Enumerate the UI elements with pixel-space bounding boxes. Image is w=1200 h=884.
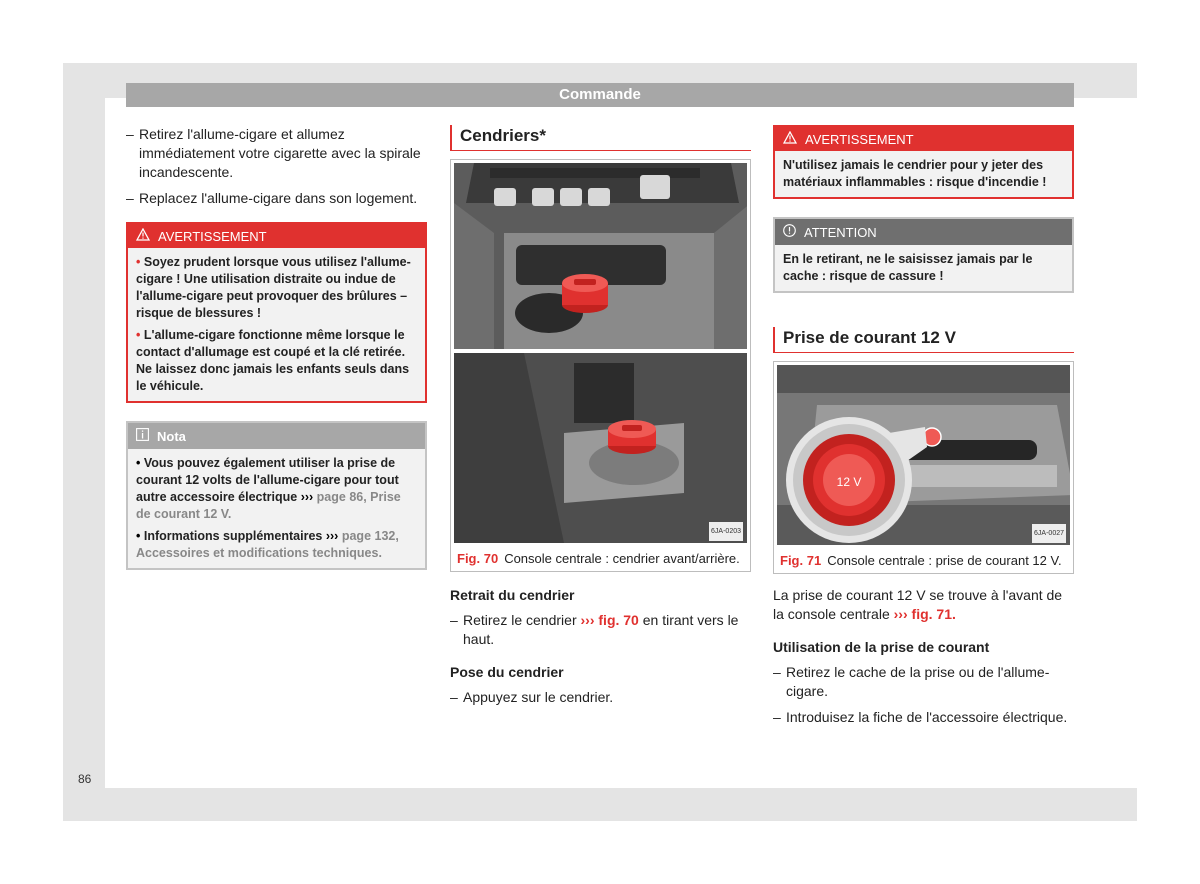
warning-header [128, 224, 425, 248]
section-title: Prise de courant 12 V [773, 327, 1074, 353]
figure-70 [450, 159, 751, 572]
step-text: Replacez l'allume-cigare dans son logement. [139, 190, 418, 206]
warning-body: N'utilisez jamais le cendrier pour y jeter des matériaux inflammables : risque d'incendie ! [775, 151, 1072, 197]
figure-number: Fig. 71 [780, 553, 822, 568]
step-item: – Introduisez la fiche de l'accessoire électrique. [773, 708, 1074, 727]
note-body [128, 449, 425, 568]
figure-71 [773, 361, 1074, 574]
attention-body: En le retirant, ne le saisissez jamais par le cache : risque de cassure ! [775, 245, 1072, 291]
step-text: Introduisez la fiche de l'accessoire électrique. [786, 709, 1068, 725]
page-number: 86 [78, 772, 92, 786]
page-link[interactable]: page 132, Accessoires et modifications techniques. [136, 529, 399, 560]
subheading: Retrait du cendrier [450, 587, 575, 603]
attention-title: ATTENTION [804, 224, 877, 240]
warning-triangle-icon [783, 131, 797, 147]
figure-caption: Fig. 71 Console centrale : prise de courant 12 V. [780, 553, 1062, 568]
warning-box [773, 125, 1074, 199]
figure-link[interactable]: fig. 71. [911, 606, 956, 622]
note-title: Nota [157, 428, 186, 444]
figure-number: Fig. 70 [457, 551, 499, 566]
note-item: • Informations supplémentaires ››› page 132, Accessoires et modifications techniques. [136, 529, 399, 560]
socket-label: 12 V [836, 475, 862, 489]
attention-box [773, 217, 1074, 293]
warning-item: • L'allume-cigare fonctionne même lorsque le contact d'allumage est coupé et la clé retirée. Ne laissez donc jamais les enfants seuls dans le véhicule. [136, 328, 410, 393]
step-item: – Retirez l'allume-cigare et allumez immédiatement votre cigarette avec la spirale incandescente. [126, 125, 427, 182]
step-text: Retirez l'allume-cigare et allumez immédiatement votre cigarette avec la spirale incandescente. [139, 126, 421, 180]
step-text: Retirez le cache de la prise ou de l'allume-cigare. [786, 664, 1050, 699]
info-icon [136, 428, 149, 444]
note-item: • Vous pouvez également utiliser la prise de courant 12 volts de l'allume-cigare pour tout autre accessoire électrique ››› page 86, Prise de courant 12 V. [136, 456, 401, 521]
note-box [126, 421, 427, 570]
section-title: Cendriers* [450, 125, 751, 151]
step-item: – Replacez l'allume-cigare dans son logement. [126, 189, 427, 208]
warning-item: • Soyez prudent lorsque vous utilisez l'allume-cigare ! Une utilisation distraite ou indue de l'allume-cigare peut provoquer des brûlures – risque de blessures ! [136, 255, 411, 320]
column-left [126, 125, 427, 570]
column-right [773, 125, 1074, 734]
warning-triangle-icon [136, 228, 150, 244]
warning-body [128, 248, 425, 401]
subheading: Pose du cendrier [450, 664, 564, 680]
note-header [128, 423, 425, 449]
page-link[interactable]: page 86, Prise de courant 12 V. [136, 490, 401, 521]
figure-link[interactable]: fig. 70 [598, 612, 639, 628]
step-item: – Retirez le cendrier ››› fig. 70 en tirant vers le haut. [450, 612, 739, 647]
figure-caption: Fig. 70 Console centrale : cendrier avant/arrière. [457, 551, 740, 566]
intro-paragraph: La prise de courant 12 V se trouve à l'avant de la console centrale ››› fig. 71. [773, 587, 1063, 622]
attention-header [775, 219, 1072, 245]
warning-title: AVERTISSEMENT [158, 228, 267, 244]
column-middle [450, 125, 751, 714]
socket-photo [777, 365, 1070, 545]
figure-code: 6JA-0203 [709, 522, 743, 541]
ashtray-photo [454, 163, 747, 543]
warning-title: AVERTISSEMENT [805, 131, 914, 147]
step-item: – Retirez le cache de la prise ou de l'allume-cigare. [773, 663, 1074, 701]
warning-box [126, 222, 427, 403]
warning-header [775, 127, 1072, 151]
figure-code: 6JA-0027 [1032, 524, 1066, 543]
chapter-header: Commande [126, 83, 1074, 107]
step-text: Appuyez sur le cendrier. [463, 689, 614, 705]
attention-circle-icon [783, 224, 796, 240]
subheading: Utilisation de la prise de courant [773, 639, 990, 655]
step-item: – Appuyez sur le cendrier. [450, 688, 751, 707]
